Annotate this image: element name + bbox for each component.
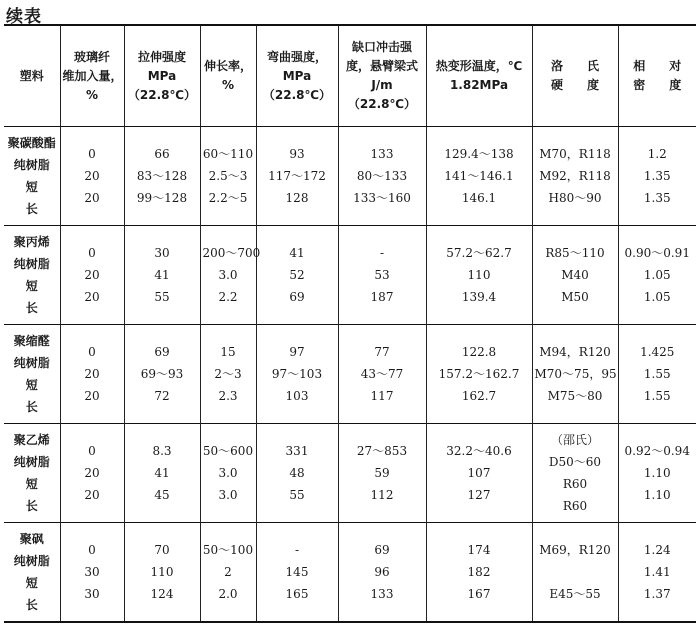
value-cell [532, 325, 618, 424]
cell-value: D50～60 [548, 455, 602, 469]
cell-value: 66 [154, 147, 170, 161]
cell-value: 0 [88, 444, 96, 458]
cell-value: E45～55 [549, 587, 601, 601]
column-header-line: MPa [282, 68, 312, 83]
table-row [4, 523, 696, 623]
plastic-name-line: 纯树脂 [13, 158, 50, 172]
cell-value: M94，R120 [539, 345, 611, 359]
cell-value: 97～103 [271, 367, 323, 381]
cell-value: 331 [285, 444, 309, 458]
cell-value: 93 [289, 147, 305, 161]
value-cell [532, 424, 618, 523]
cell-value: 30 [84, 587, 100, 601]
cell-value: 3.0 [218, 488, 238, 502]
column-header-line: 热变形温度，℃ [435, 59, 523, 73]
value-cell [338, 424, 426, 523]
column-header-line: 塑料 [19, 68, 44, 83]
cell-value: 20 [84, 488, 100, 502]
cell-value: 174 [467, 543, 491, 557]
value-cell [200, 424, 256, 523]
value-cell [532, 523, 618, 623]
header-row [4, 25, 696, 127]
cell-value: 0.92～0.94 [624, 444, 690, 458]
cell-value: 27～853 [356, 444, 408, 458]
cell-value: 72 [154, 389, 170, 403]
cell-value: 3.0 [218, 466, 238, 480]
column-header-line: 相 对 [633, 59, 682, 73]
cell-value: R60 [562, 477, 588, 491]
column-header-line: （22.8℃） [262, 87, 332, 102]
cell-value: 110 [467, 268, 491, 282]
value-cell [124, 325, 200, 424]
cell-value: 32.2～40.6 [446, 444, 512, 458]
table-row [4, 226, 696, 325]
cell-value: - [294, 543, 300, 557]
column-header [338, 25, 426, 127]
cell-value: 8.3 [152, 444, 172, 458]
column-header-line: （22.8℃） [347, 97, 417, 111]
cell-value: 53 [374, 268, 390, 282]
column-header-line: （22.8℃） [127, 87, 197, 102]
cell-value: 57.2～62.7 [446, 246, 512, 260]
cell-value: 69 [374, 543, 390, 557]
cell-value: 112 [370, 488, 394, 502]
cell-value: 20 [84, 268, 100, 282]
cell-value: 83～128 [136, 169, 188, 183]
value-cell [618, 523, 696, 623]
column-header-line: 缺口冲击强 [351, 40, 412, 54]
cell-value: 1.2 [647, 147, 667, 161]
column-header [60, 25, 124, 127]
cell-value: 1.35 [643, 191, 671, 205]
cell-value: 1.41 [643, 565, 671, 579]
column-header [618, 25, 696, 127]
cell-value: 20 [84, 466, 100, 480]
cell-value: 48 [289, 466, 305, 480]
plastic-name-line: 长 [25, 202, 38, 216]
column-header-line: 弯曲强度， [266, 49, 327, 64]
column-header-line: 拉伸强度 [137, 49, 186, 64]
cell-value: 20 [84, 169, 100, 183]
plastic-name-line: 短 [25, 378, 38, 392]
column-header-line: 度，悬臂梁式 [345, 59, 418, 73]
cell-value: R60 [562, 499, 588, 513]
cell-value: 1.37 [643, 587, 671, 601]
column-header [124, 25, 200, 127]
cell-value: 69 [289, 290, 305, 304]
plastic-name-line: 纯树脂 [13, 455, 50, 469]
value-cell [426, 523, 532, 623]
column-header-line: 玻璃纤 [73, 49, 110, 64]
cell-value: M70，R118 [539, 147, 611, 161]
value-cell [532, 127, 618, 226]
plastic-name-line: 长 [25, 598, 38, 612]
cell-value: 0 [88, 543, 96, 557]
column-header-line: J/m [371, 78, 393, 92]
plastic-name-line: 聚缩醛 [13, 334, 50, 348]
cell-value: M92，R118 [539, 169, 611, 183]
value-cell [200, 325, 256, 424]
cell-value: 41 [154, 466, 170, 480]
cell-value: 117 [370, 389, 394, 403]
plastic-name-line: 聚乙烯 [13, 433, 50, 447]
cell-value: 146.1 [461, 191, 497, 205]
cell-value: 70 [154, 543, 170, 557]
cell-value: 124 [150, 587, 174, 601]
cell-value: 2～3 [214, 367, 242, 381]
value-cell [200, 127, 256, 226]
cell-value: R85～110 [545, 246, 605, 260]
cell-value: 2.2～5 [208, 191, 248, 205]
cell-value: 145 [285, 565, 309, 579]
cell-value: 99～128 [136, 191, 188, 205]
plastic-name-line: 纯树脂 [13, 554, 50, 568]
value-cell [200, 523, 256, 623]
cell-value: M69，R120 [539, 543, 611, 557]
cell-value: 77 [374, 345, 390, 359]
cell-value: 97 [289, 345, 305, 359]
value-cell [124, 523, 200, 623]
cell-value: 50～600 [202, 444, 254, 458]
column-header [532, 25, 618, 127]
cell-value: 0 [88, 345, 96, 359]
value-cell [200, 226, 261, 325]
cell-value [535, 563, 616, 581]
value-cell [60, 424, 124, 523]
column-header-line: 1.82MPa [449, 78, 509, 92]
cell-value: 20 [84, 389, 100, 403]
value-cell [256, 127, 338, 226]
cell-value: 129.4～138 [444, 147, 514, 161]
plastic-name-cell [4, 424, 60, 523]
plastic-name-line: 聚丙烯 [13, 235, 50, 249]
value-cell [618, 127, 696, 226]
column-header-line: 洛 氏 [550, 59, 599, 73]
value-cell [426, 226, 532, 325]
value-cell [532, 226, 618, 325]
plastic-name-cell [4, 523, 60, 623]
value-cell [618, 424, 696, 523]
cell-value: 162.7 [461, 389, 497, 403]
value-cell [338, 325, 426, 424]
cell-value: 167 [467, 587, 491, 601]
cell-value: 43～77 [360, 367, 404, 381]
cell-value: （邵氏） [550, 433, 599, 447]
cell-value: 200～700 [202, 246, 261, 260]
cell-value: 0 [88, 147, 96, 161]
cell-value: 0 [88, 246, 96, 260]
cell-value: 3.0 [218, 268, 238, 282]
column-header [256, 25, 338, 127]
cell-value: 1.10 [643, 466, 671, 480]
cell-value: 141～146.1 [444, 169, 514, 183]
value-cell [426, 424, 532, 523]
plastic-name-line: 纯树脂 [13, 257, 50, 271]
cell-value: 157.2～162.7 [438, 367, 520, 381]
cell-value: 1.425 [640, 345, 675, 359]
cell-value: 60～110 [202, 147, 254, 161]
column-header-line: 密 度 [633, 78, 682, 92]
cell-value: 15 [220, 345, 236, 359]
cell-value: M75～80 [547, 389, 603, 403]
cell-value: 69～93 [140, 367, 184, 381]
plastic-name-line: 短 [25, 576, 38, 590]
plastic-name-cell [4, 127, 60, 226]
column-header-line: % [221, 78, 235, 92]
cell-value: M50 [561, 290, 589, 304]
cell-value: 80～133 [356, 169, 408, 183]
table-row [4, 127, 696, 226]
value-cell [426, 127, 532, 226]
plastic-name-line: 纯树脂 [13, 356, 50, 370]
value-cell [60, 127, 124, 226]
cell-value: M70～75，95 [534, 367, 617, 381]
column-header-line: 硬 度 [550, 78, 599, 92]
value-cell [426, 325, 532, 424]
cell-value: 165 [285, 587, 309, 601]
plastic-name-line: 聚碳酸酯 [7, 136, 56, 150]
cell-value: 20 [84, 191, 100, 205]
value-cell [60, 523, 124, 623]
value-cell [256, 424, 338, 523]
cell-value: 2.5～3 [208, 169, 248, 183]
cell-value: 103 [285, 389, 309, 403]
plastic-name-line: 长 [25, 301, 38, 315]
cell-value: 2.3 [218, 389, 238, 403]
cell-value: 117～172 [268, 169, 326, 183]
column-header-line: 维加入量， [62, 68, 123, 83]
cell-value: 2.2 [218, 290, 238, 304]
value-cell [256, 325, 338, 424]
cell-value: 96 [374, 565, 390, 579]
cell-value: 133～160 [353, 191, 411, 205]
cell-value: 1.55 [643, 367, 671, 381]
properties-table [4, 24, 696, 623]
cell-value: 122.8 [461, 345, 497, 359]
table-body [4, 127, 696, 623]
plastic-name-line: 长 [25, 499, 38, 513]
cell-value: - [379, 246, 385, 260]
value-cell [60, 325, 124, 424]
table-row [4, 325, 696, 424]
cell-value: 30 [154, 246, 170, 260]
cell-value: 133 [370, 587, 394, 601]
value-cell [618, 325, 696, 424]
cell-value: 1.10 [643, 488, 671, 502]
cell-value: 2.0 [218, 587, 238, 601]
cell-value: 55 [289, 488, 305, 502]
cell-value: 41 [154, 268, 170, 282]
plastic-name-cell [4, 325, 60, 424]
value-cell [338, 127, 426, 226]
cell-value: 110 [150, 565, 174, 579]
value-cell [256, 523, 338, 623]
column-header-line: 伸长率， [203, 59, 252, 73]
cell-value: 139.4 [461, 290, 497, 304]
plastic-name-cell [4, 226, 60, 325]
value-cell [124, 226, 200, 325]
cell-value: 30 [84, 565, 100, 579]
cell-value: 45 [154, 488, 170, 502]
cell-value: 52 [289, 268, 305, 282]
plastic-name-line: 聚砜 [19, 532, 44, 546]
value-cell [60, 226, 124, 325]
column-header [200, 25, 256, 127]
table-caption: 续表 [6, 7, 42, 27]
plastic-name-line: 长 [25, 400, 38, 414]
cell-value: 107 [467, 466, 491, 480]
cell-value: 0.90～0.91 [624, 246, 690, 260]
cell-value: 1.24 [643, 543, 671, 557]
cell-value: 20 [84, 367, 100, 381]
value-cell [124, 127, 200, 226]
cell-value: 128 [285, 191, 309, 205]
cell-value: 1.05 [643, 290, 671, 304]
cell-value: 133 [370, 147, 394, 161]
value-cell [256, 226, 338, 325]
value-cell [124, 424, 200, 523]
cell-value: 41 [289, 246, 305, 260]
column-header-line: % [85, 87, 99, 102]
cell-value: 2 [224, 565, 232, 579]
cell-value: 127 [467, 488, 491, 502]
column-header [426, 25, 532, 127]
column-header-line: MPa [147, 68, 177, 83]
table-row [4, 424, 696, 523]
cell-value: 182 [467, 565, 491, 579]
cell-value: 55 [154, 290, 170, 304]
cell-value: 59 [374, 466, 390, 480]
plastic-name-line: 短 [25, 180, 38, 194]
cell-value: M40 [561, 268, 589, 282]
plastic-name-line: 短 [25, 279, 38, 293]
cell-value: 50～100 [202, 543, 254, 557]
column-header [4, 25, 60, 127]
cell-value: H80～90 [548, 191, 602, 205]
cell-value: 1.05 [643, 268, 671, 282]
cell-value: 187 [370, 290, 394, 304]
value-cell [338, 226, 426, 325]
plastic-name-line: 短 [25, 477, 38, 491]
value-cell [338, 523, 426, 623]
cell-value: 20 [84, 290, 100, 304]
cell-value: 1.55 [643, 389, 671, 403]
value-cell [618, 226, 696, 325]
cell-value: 1.35 [643, 169, 671, 183]
cell-value: 69 [154, 345, 170, 359]
